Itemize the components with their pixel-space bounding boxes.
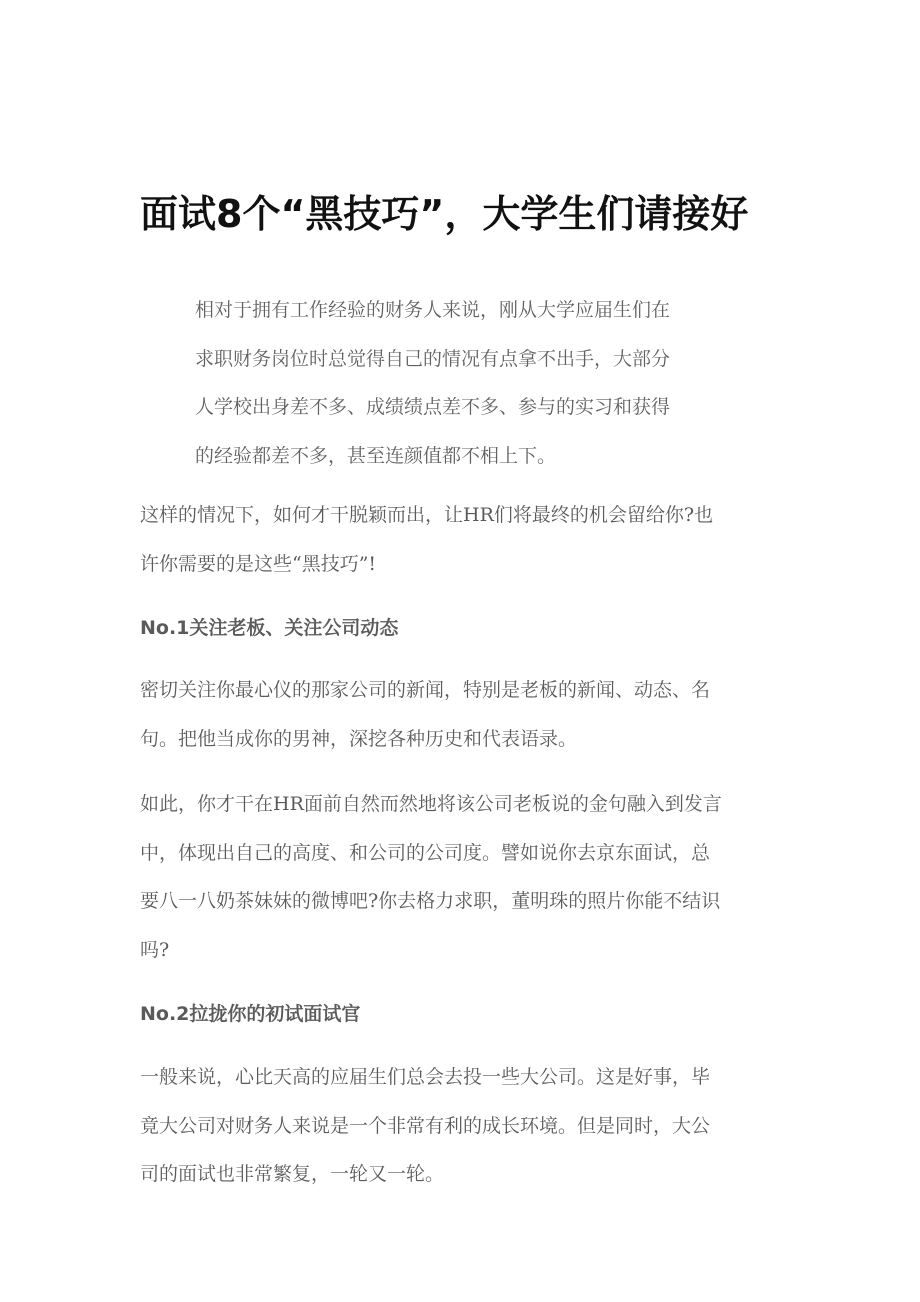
paragraph-line: 吗?: [140, 938, 170, 961]
quote-line: 求职财务岗位时总觉得自己的情况有点拿不出手，大部分: [195, 347, 671, 370]
paragraph-line: 中，体现出自己的高度、和公司的公司度。譬如说你去京东面试，总: [140, 841, 711, 864]
paragraph-line: 密切关注你最心仪的那家公司的新闻，特别是老板的新闻、动态、名: [140, 679, 711, 701]
article-title: 面试8个“黑技巧”，大学生们请接好: [140, 192, 749, 236]
intro-paragraph: [140, 491, 780, 588]
paragraph-line: 句。把他当成你的男神，深挖各种历史和代表语录。: [140, 727, 578, 750]
section-2-heading: No.2拉拢你的初试面试官: [140, 1003, 361, 1025]
paragraph-line: 一般来说，心比天高的应届生们总会去投一些大公司。这是好事，毕: [140, 1066, 711, 1088]
section-1-heading: No.1关注老板、关注公司动态: [140, 617, 399, 639]
quote-line: 人学校出身差不多、成绩绩点差不多、参与的实习和获得: [195, 396, 671, 418]
intro-quote-block: [195, 286, 725, 480]
paragraph-line: 要八一八奶茶妹妹的微博吧?你去格力求职，董明珠的照片你能不结识: [140, 890, 721, 912]
section-2-paragraph-1: [140, 1053, 780, 1199]
quote-line: 相对于拥有工作经验的财务人来说，刚从大学应届生们在: [195, 299, 671, 321]
paragraph-line: 许你需要的是这些“黑技巧”!: [140, 552, 377, 575]
paragraph-line: 如此，你才干在HR面前自然而然地将该公司老板说的金句融入到发言: [140, 793, 722, 815]
section-1-paragraph-1: [140, 666, 780, 763]
paragraph-line: 竟大公司对财务人来说是一个非常有利的成长环境。但是同时，大公: [140, 1114, 711, 1137]
paragraph-line: 司的面试也非常繁复，一轮又一轮。: [140, 1163, 445, 1185]
quote-line: 的经验都差不多，甚至连颜值都不相上下。: [195, 444, 557, 467]
paragraph-line: 这样的情况下，如何才干脱颖而出，让HR们将最终的机会留给你?也: [140, 504, 714, 526]
section-1-paragraph-2: [140, 780, 780, 974]
